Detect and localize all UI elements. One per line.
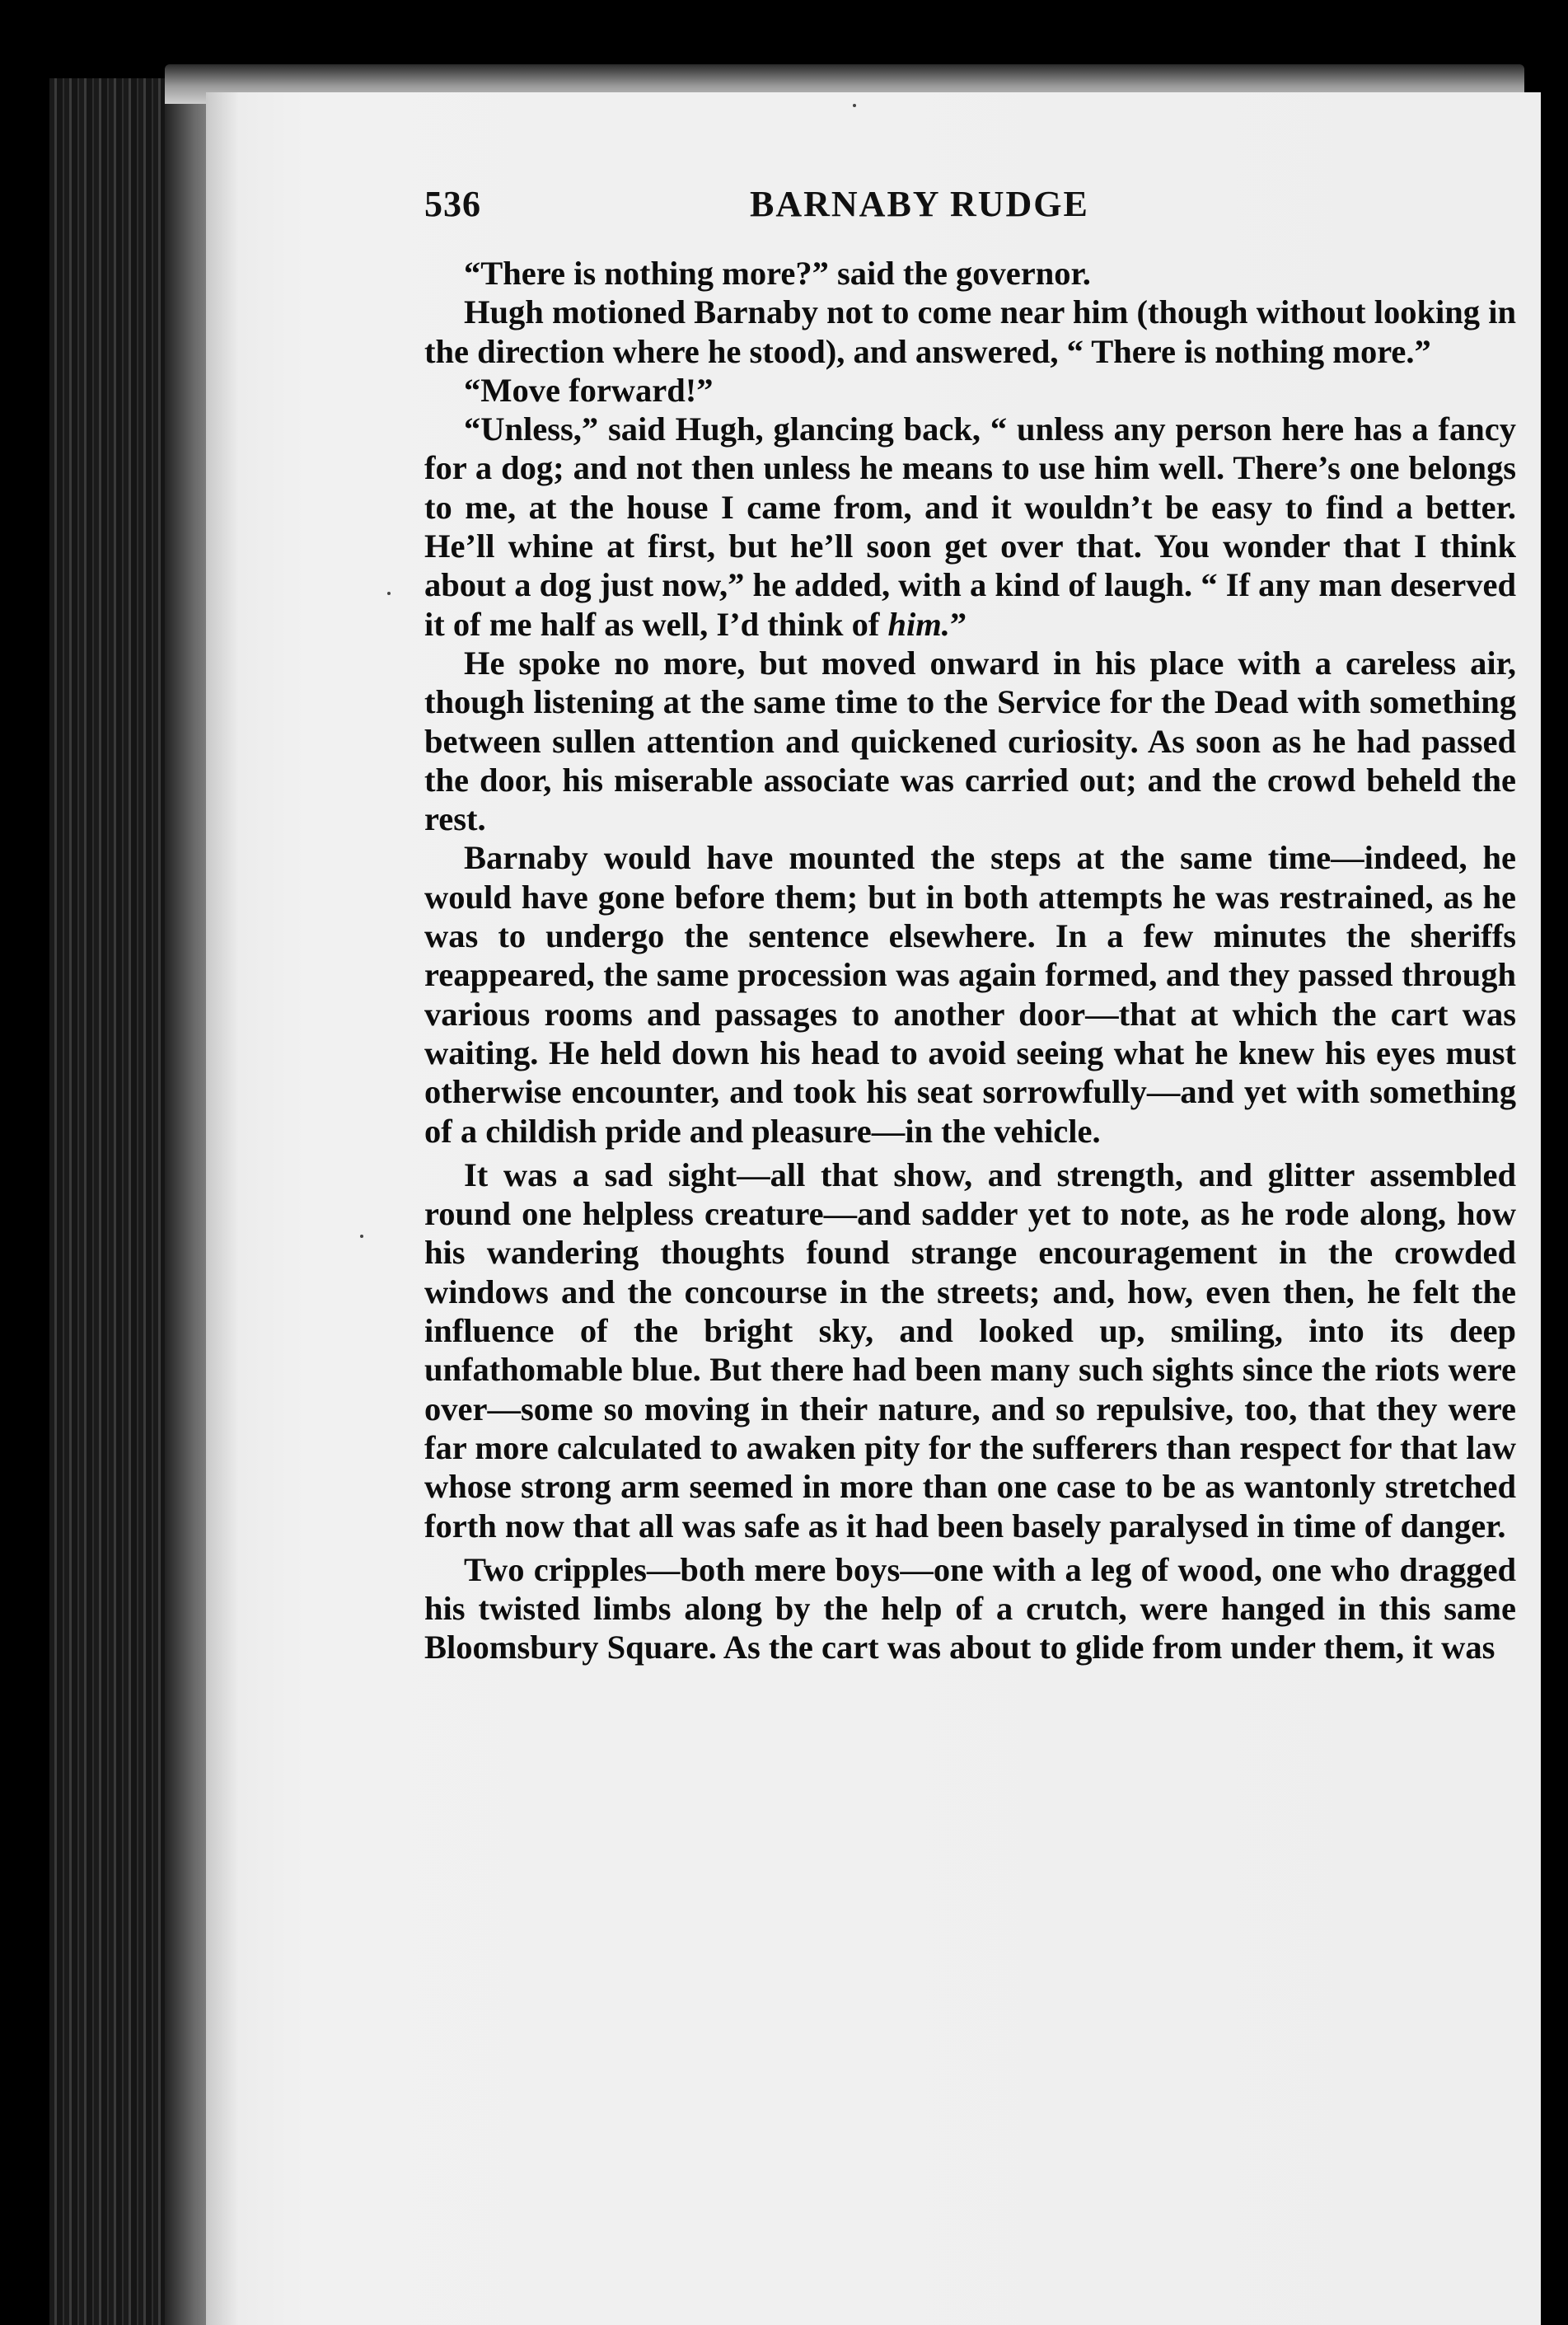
- paragraph-text: “Move forward!”: [464, 371, 714, 409]
- scan-speck: [360, 1235, 363, 1238]
- paragraph-text: It was a sad sight—all that show, and strength, and glitter assembled round one helpless creature—and sadder yet to note, as he rode along, how his wandering thoughts found strange encouragement in the crowded windows and the concourse in the streets; and, how, even then, he felt the influence of the bright sky, and looked up, smiling, into its deep unfathomable blue. But there had been many such sights since the riots were over—some so moving in their nature, and so repulsive, too, that they were far more calculated to awaken pity for the sufferers than respect for that law whose strong arm seemed in more than one case to be as wantonly stretched forth now that all was safe as it had been basely paralysed in time of danger.: [424, 1155, 1516, 1545]
- paragraph-text: “Unless,” said Hugh, glancing back, “ unless any person here has a fancy for a dog; and not then unless he means to use him well. There’s one belongs to me, at the house I came from, and it wouldn’t be easy to find a better. He’ll whine at first, but he’ll soon get over that. You wonder that I think about a dog just now,” he added, with a kind of laugh. “ If any man deserved it of me half as well, I’d think of: [424, 410, 1516, 643]
- paragraph-barnaby-mounted: [424, 838, 1516, 1150]
- book-title: BARNABY RUDGE: [750, 184, 1089, 224]
- paragraph-move-forward: [424, 371, 1516, 410]
- paragraph-two-cripples: [424, 1550, 1516, 1667]
- scan-background-right: [1541, 0, 1568, 2325]
- scan-speck: [853, 104, 856, 107]
- paragraph-governor: [424, 254, 1516, 293]
- paragraph-text: “There is nothing more?” said the governor.: [464, 255, 1091, 292]
- book-page-edges: [49, 78, 214, 2325]
- paragraph-text: He spoke no more, but moved onward in his place with a careless air, though listening at the same time to the Service for the Dead with something between sullen attention and quickened curiosity. As soon as he had passed the door, his miserable associate was carried out; and the crowd beheld the rest.: [424, 644, 1516, 838]
- paragraph-unless: [424, 410, 1516, 644]
- paragraph-text-end: ”: [949, 605, 967, 643]
- paragraph-he-spoke: [424, 644, 1516, 838]
- paragraph-italic-text: him.: [887, 605, 950, 643]
- scan-speck: [387, 592, 391, 595]
- paragraph-text: Barnaby would have mounted the steps at the same time—indeed, he would have gone before them; but in both attempts he was restrained, as he was to undergo the sentence elsewhere. In a few minutes the sheriffs reappeared, the same procession was again formed, and they passed through various rooms and passages to another door—that at which the cart was waiting. He held down his head to avoid seeing what he knew his eyes must otherwise encounter, and took his seat sorrowfully—and yet with something of a childish pride and pleasure—in the vehicle.: [424, 839, 1516, 1150]
- running-head: [424, 183, 1512, 232]
- page-number: 536: [424, 184, 481, 224]
- paragraph-sad-sight: [424, 1155, 1516, 1545]
- paragraph-text: Hugh motioned Barnaby not to come near him (though without looking in the direction where he stood), and answered, “ There is nothing more.”: [424, 293, 1516, 370]
- paragraph-text: Two cripples—both mere boys—one with a leg of wood, one who dragged his twisted limbs along by the help of a crutch, were hanged in this same Bloomsbury Square. As the cart was about to glide from under them, it was: [424, 1550, 1516, 1666]
- body-text: [424, 254, 1516, 1667]
- paragraph-hugh-motioned: [424, 293, 1516, 371]
